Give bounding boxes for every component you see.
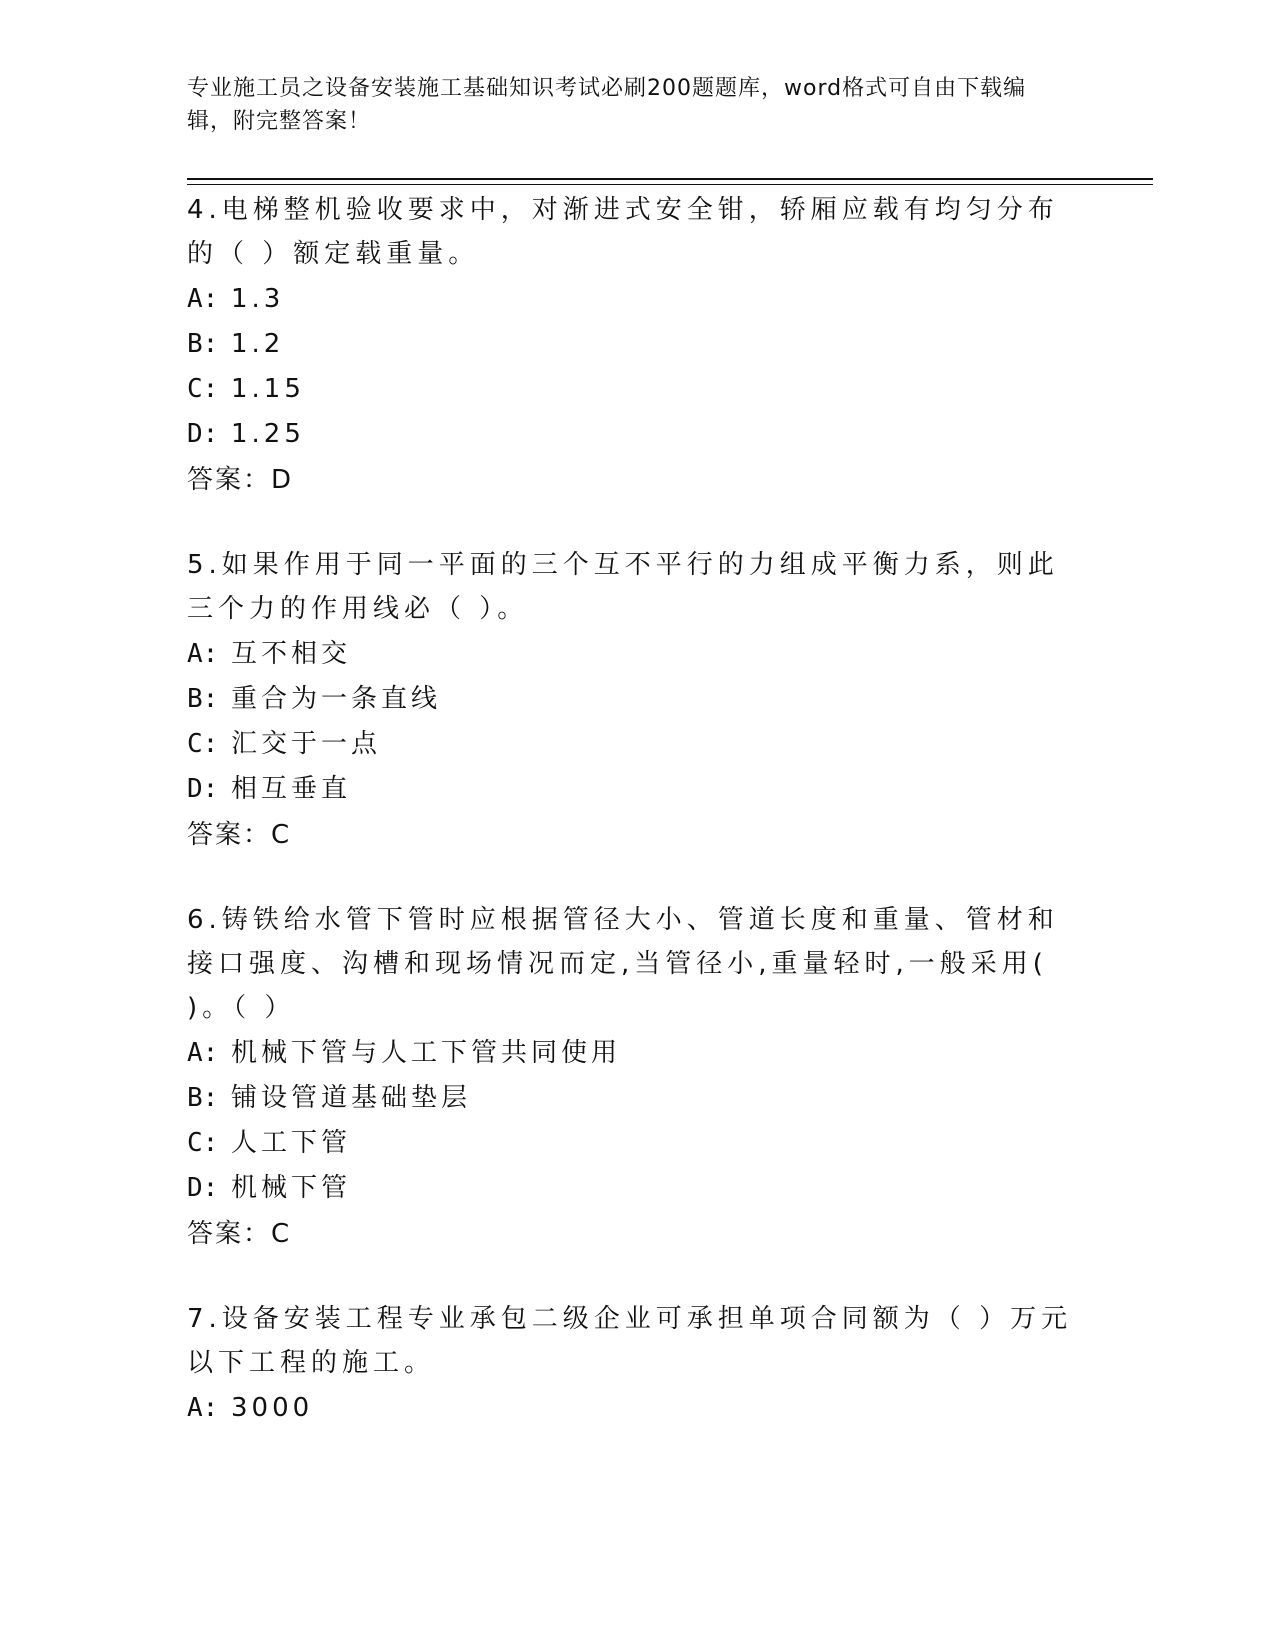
question-6 [187,898,1077,1257]
question-text: 7.设备安装工程专业承包二级企业可承担单项合同额为（ ）万元以下工程的施工。 [187,1304,1073,1378]
option-c [187,367,1077,412]
option-a [187,1386,1077,1431]
answer-line: 答案：D [187,465,294,495]
option-key: C: [187,374,219,404]
option-text: 重合为一条直线 [231,684,442,714]
option-key: D: [187,774,219,804]
option-a [187,277,1077,322]
answer-line: 答案：C [187,1219,292,1249]
option-key: B: [187,1083,219,1113]
option-text: 相互垂直 [231,774,352,804]
option-d [187,1166,1077,1211]
question-7 [187,1297,1077,1431]
option-key: B: [187,329,219,359]
option-a [187,1031,1077,1076]
option-key: D: [187,1173,219,1203]
option-text: 互不相交 [231,639,352,669]
option-key: A: [187,1393,219,1423]
header-divider-thick [187,178,1153,180]
option-text: 1.3 [231,284,285,314]
option-d [187,412,1077,457]
option-text: 汇交于一点 [231,729,382,759]
option-key: A: [187,1038,219,1068]
option-c [187,1121,1077,1166]
option-b [187,1076,1077,1121]
question-text: 5.如果作用于同一平面的三个互不平行的力组成平衡力系，则此三个力的作用线必（ ）。 [187,550,1059,624]
option-text: 铺设管道基础垫层 [231,1083,472,1113]
option-key: A: [187,284,219,314]
option-key: C: [187,1128,219,1158]
option-d [187,767,1077,812]
option-c [187,722,1077,767]
option-text: 1.2 [231,329,285,359]
option-text: 1.15 [231,374,305,404]
question-text: 4.电梯整机验收要求中，对渐进式安全钳，轿厢应载有均匀分布的（ ）额定载重量。 [187,195,1059,269]
option-key: D: [187,419,219,449]
document-header-title: 专业施工员之设备安装施工基础知识考试必刷200题题库，word格式可自由下载编辑，附完整答案！ [187,76,1027,134]
header-divider-thin [187,184,1153,185]
option-key: C: [187,729,219,759]
option-b [187,677,1077,722]
option-text: 机械下管 [231,1173,352,1203]
answer-line: 答案：C [187,820,292,850]
option-key: B: [187,684,219,714]
option-key: A: [187,639,219,669]
option-b [187,322,1077,367]
option-a [187,632,1077,677]
question-4 [187,188,1077,503]
option-text: 机械下管与人工下管共同使用 [231,1038,622,1068]
option-text: 人工下管 [231,1128,352,1158]
option-text: 3000 [231,1393,314,1423]
question-list [187,188,1077,1471]
question-text: 6.铸铁给水管下管时应根据管径大小、管道长度和重量、管材和接口强度、沟槽和现场情况而定,当管径小,重量轻时,一般采用( )。（ ） [187,905,1059,1023]
question-5 [187,543,1077,858]
option-text: 1.25 [231,419,305,449]
